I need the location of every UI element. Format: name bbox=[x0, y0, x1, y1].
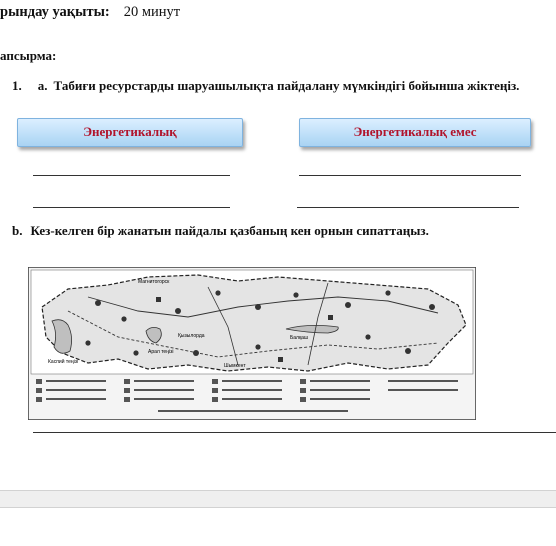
map-label: Каспий теңізі bbox=[48, 359, 79, 365]
answer-line[interactable] bbox=[33, 175, 230, 176]
map-label: Шымкент bbox=[224, 363, 246, 369]
answer-line[interactable] bbox=[33, 432, 556, 433]
question-b-text: Кез-келген бір жанатын пайдалы қазбаның кен орнын сипаттаңыз. bbox=[30, 223, 429, 238]
question-a-letter: a. bbox=[37, 78, 48, 93]
non-energy-box: Энергетикалық емес bbox=[299, 118, 531, 147]
question-b-letter: b. bbox=[12, 223, 23, 238]
task-title: апсырма: bbox=[0, 48, 57, 63]
question-b bbox=[12, 223, 429, 239]
question-a bbox=[12, 78, 519, 94]
bottom-toolbar bbox=[0, 490, 556, 508]
country-outline bbox=[42, 275, 466, 371]
time-value: 20 минут bbox=[123, 4, 181, 20]
answer-line[interactable] bbox=[33, 207, 230, 208]
question-number: 1. bbox=[12, 78, 22, 93]
energy-box: Энергетикалық bbox=[17, 118, 243, 147]
question-a-text: Табиғи ресурстарды шаруашылықта пайдалану мүмкіндігі бойынша жіктеңіз. bbox=[53, 78, 520, 93]
map-label: Арал теңізі bbox=[148, 349, 174, 355]
time-label: рындау уақыты: bbox=[0, 4, 110, 20]
map-label: Балқаш bbox=[290, 335, 308, 341]
map-label: Магнитогорск bbox=[138, 279, 170, 285]
map-label: Қызылорда bbox=[178, 333, 205, 339]
kazakhstan-resource-map bbox=[28, 267, 476, 420]
answer-line[interactable] bbox=[299, 175, 521, 176]
answer-line[interactable] bbox=[297, 207, 519, 208]
time-line bbox=[0, 4, 180, 21]
